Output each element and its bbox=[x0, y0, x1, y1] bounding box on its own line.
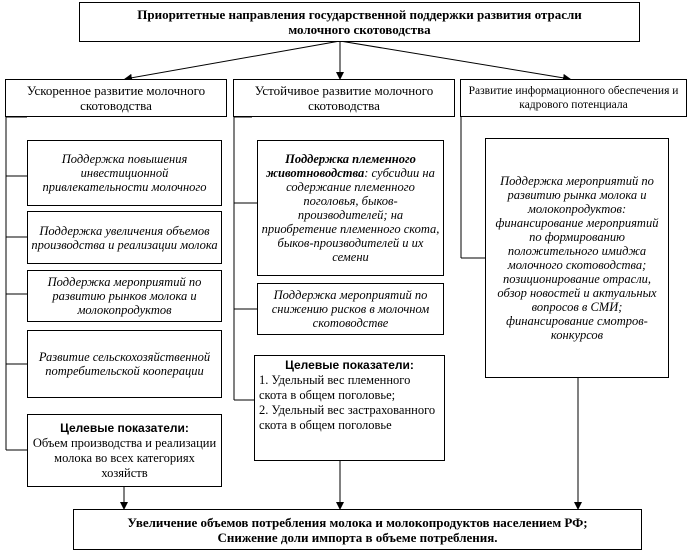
col1-item-3: Поддержка мероприятий по развитию рынков молока и молокопродуктов bbox=[27, 270, 222, 322]
top-title-line2: молочного скотоводства bbox=[288, 22, 431, 37]
col2-item-1 bbox=[257, 140, 444, 276]
bottom-line2: Снижение доли импорта в объеме потребления. bbox=[217, 529, 498, 545]
col2-item-2: Поддержка мероприятий по снижению рисков в молочном скотоводстве bbox=[257, 283, 444, 335]
bottom-result-box bbox=[73, 509, 642, 550]
arrow-to-col1 bbox=[125, 41, 340, 79]
col2-head: Устойчивое развитие молочного скотоводства bbox=[233, 79, 455, 117]
col3-head: Развитие информационного обеспечения и кадрового потенциала bbox=[460, 79, 687, 117]
col3-item-1: Поддержка мероприятий по развитию рынка молока и молокопродуктов: финансирование мероприятий по формированию положительного имиджа молочного скотоводства; позиционирование отрасли, обзор новостей и актуальных вопросов в СМИ; финансирование смотров-конкурсов bbox=[485, 138, 669, 378]
top-title-box bbox=[79, 2, 640, 42]
col2-item-1-rest: : субсидии на содержание племенного поголовья, быков-производителей; на приобретение племенного скота, быков-производителей и их семени bbox=[261, 166, 440, 264]
col1-item-2: Поддержка увеличения объемов производства и реализации молока bbox=[27, 211, 222, 264]
col1-item-1: Поддержка повышения инвестиционной привлекательности молочного bbox=[27, 140, 222, 206]
col2-indicators-title: Целевые показатели: bbox=[285, 358, 414, 372]
top-title-line1: Приоритетные направления государственной поддержки развития отрасли bbox=[137, 7, 582, 22]
arrow-to-col3 bbox=[340, 41, 570, 79]
col1-indicators-text: Объем производства и реализации молока во всех категориях хозяйств bbox=[32, 435, 217, 480]
col1-indicators bbox=[27, 414, 222, 487]
col2-indicators bbox=[254, 355, 445, 461]
col2-indicator-1: 1. Удельный вес племенного скота в общем поголовье; bbox=[259, 373, 411, 402]
col2-item-1-bold: Поддержка племенного животноводства bbox=[266, 152, 416, 180]
col1-head: Ускоренное развитие молочного скотоводства bbox=[5, 79, 227, 117]
col1-item-4: Развитие сельскохозяйственной потребительской кооперации bbox=[27, 330, 222, 398]
bottom-line1: Увеличение объемов потребления молока и молокопродуктов населением РФ; bbox=[127, 514, 588, 530]
col1-indicators-title: Целевые показатели: bbox=[60, 420, 189, 435]
col2-indicator-2: 2. Удельный вес застрахованного скота в общем поголовье bbox=[259, 403, 436, 432]
